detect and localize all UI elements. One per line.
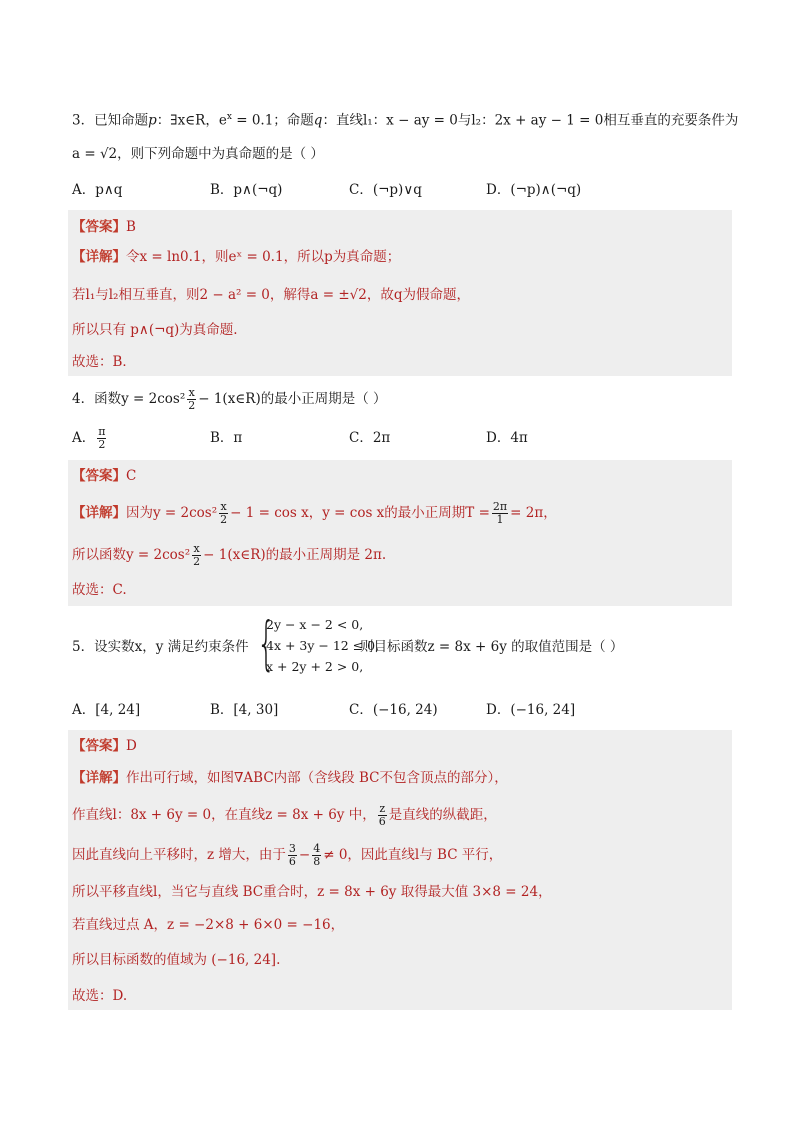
q4-stem-a: 4．函数y = 2cos² <box>72 391 186 407</box>
q3-p: p <box>148 112 157 129</box>
q3-detail-text-1: 令x = ln0.1，则eˣ = 0.1，所以p为真命题； <box>126 249 401 265</box>
q3-answer-block <box>68 210 732 376</box>
q4-frac: $\frac{x}{2}$ <box>188 386 196 412</box>
q5-option-c: C．(−16, 24) <box>349 702 438 718</box>
q5-stem-b: 则目标函数z = 8x + 6y 的取值范围是（ ） <box>360 639 624 655</box>
q4-option-c: C．2π <box>349 430 391 446</box>
q4-option-b: B．π <box>210 430 243 446</box>
q3-answer-tag: 【答案】 <box>72 219 126 235</box>
q3-detail-tag: 【详解】 <box>72 249 126 265</box>
q5-option-d: D．(−16, 24] <box>486 702 576 718</box>
q4-answer-block <box>68 460 732 606</box>
q3-detail-line3: 所以只有 p∧(¬q)为真命题. <box>72 322 238 338</box>
q3-q: q <box>313 112 323 129</box>
q3-stem-d: ：直线l₁：x − ay = 0与l₂：2x + ay − 1 = 0相互垂直的充要条件为 <box>322 112 739 129</box>
q5-detail-line5: 若直线过点 A，z = −2×8 + 6×0 = −16， <box>72 917 345 933</box>
q5-detail-line4: 所以平移直线l，当它与直线 BC重合时，z = 8x + 6y 取得最大值 3×8 = 24， <box>72 884 552 900</box>
q5-constraint-3: x + 2y + 2 > 0, <box>266 659 364 674</box>
q5-answer-block <box>68 730 732 1010</box>
q5-constraint-2: 4x + 3y − 12 ≤ 0, <box>266 638 380 653</box>
q4-option-d: D．4π <box>486 430 528 446</box>
q5-brace: { <box>257 609 276 677</box>
q3-stem-line1: 3．已知命题p：∃x∈R，$e^x = 0.1$；命题q：直线l₁：x − ay = 0与l₂：2x + ay − 1 = 0相互垂直的充要条件为 <box>72 112 739 129</box>
q4-answer: C <box>126 468 137 484</box>
q4-detail-line1: 【详解】因为y = 2cos² $\frac{x}{2}$ − 1 = cos x，y = cos x的最小正周期T = $\frac{2\pi}{1}$ = 2π， <box>72 500 557 526</box>
q3-detail-line2: 若l₁与l₂相互垂直，则2 − a² = 0，解得a = ±√2，故q为假命题， <box>72 287 470 303</box>
q3-option-d: D．(¬p)∧(¬q) <box>486 182 582 198</box>
q3-option-c: C．(¬p)∨q <box>349 182 422 198</box>
q3-detail-line4: 故选：B． <box>72 354 136 370</box>
q5-answer-line: 【答案】D <box>72 738 137 754</box>
q3-detail-line1 <box>72 247 400 267</box>
q3-stem-a: 3．已知命题 <box>72 112 149 129</box>
q4-detail-line3: 故选：C. <box>72 582 127 598</box>
q3-answer-line <box>72 217 136 237</box>
q3-stem-b: ：∃x∈R，e <box>156 112 227 129</box>
q5-stem-a: 5．设实数x，y 满足约束条件 <box>72 639 249 655</box>
q3-option-b: B．p∧(¬q) <box>210 182 283 198</box>
q5-detail-line2: 作直线l：8x + 6y = 0，在直线z = 8x + 6y 中， $\frac{z}{6}$ 是直线的纵截距， <box>72 802 497 828</box>
q4-detail-line2: 所以函数y = 2cos² $\frac{x}{2}$ − 1(x∈R)的最小正周期是 2π. <box>72 542 387 568</box>
q3-stem-c: = 0.1；命题 <box>231 112 314 129</box>
q4-stem-b: − 1(x∈R)的最小正周期是（ ） <box>198 391 387 407</box>
q5-detail-line7: 故选：D. <box>72 988 128 1004</box>
q5-option-b: B．[4, 30] <box>210 702 279 718</box>
q3-answer: B <box>126 219 136 235</box>
q5-detail-line1: 【详解】作出可行域，如图∇ABC内部（含线段 BC不包含顶点的部分）， <box>72 770 508 786</box>
q4-option-a: A． $\frac{\pi}{2}$ <box>72 425 106 451</box>
q3-stem-line2: a = √2，则下列命题中为真命题的是（ ） <box>72 146 324 162</box>
q5-answer: D <box>126 738 137 754</box>
q5-constraint-1: 2y − x − 2 < 0, <box>266 617 364 632</box>
q4-answer-line: 【答案】C <box>72 468 137 484</box>
q3-option-a: A．p∧q <box>72 182 123 198</box>
q5-detail-line6: 所以目标函数的值域为 (−16, 24]. <box>72 952 281 968</box>
q5-option-a: A．[4, 24] <box>72 702 141 718</box>
q5-detail-line3: 因此直线向上平移时，z 增大，由于 $\frac{3}{6}$ − $\frac{4}{8}$ ≠ 0，因此直线l与 BC 平行， <box>72 842 503 868</box>
q4-stem <box>72 385 387 413</box>
